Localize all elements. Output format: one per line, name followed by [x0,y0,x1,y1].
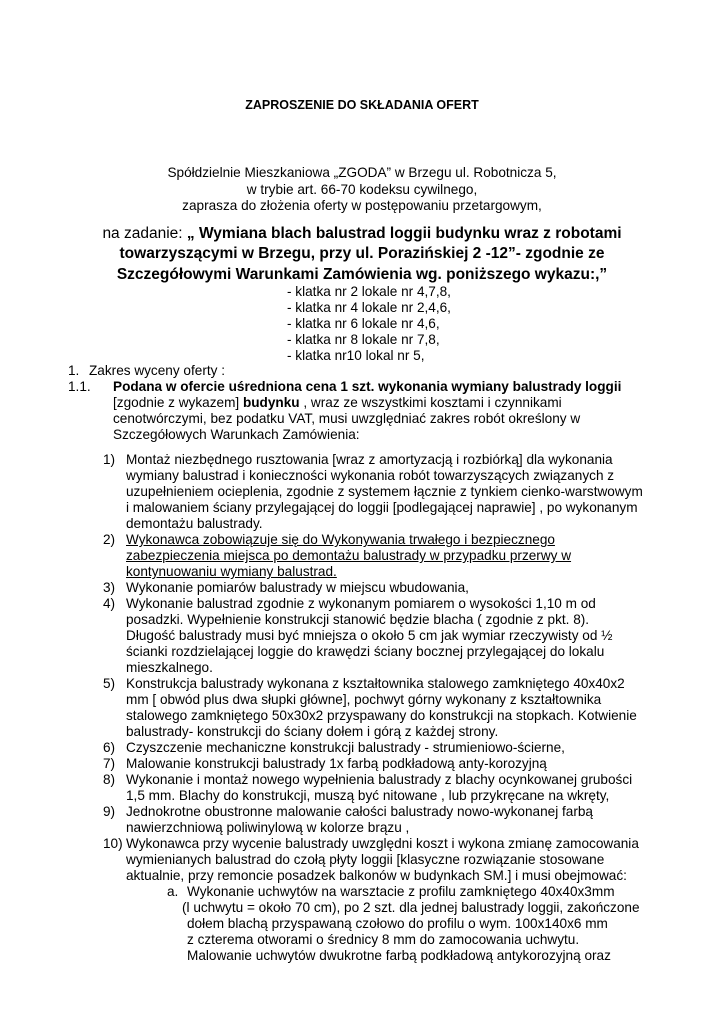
list-item-line: uzupełnieniem ocieplenia, zgodnie z systemem łącznie z tynkiem cienko-warstwowym [126,484,643,499]
task-line-2: towarzyszącymi w Brzegu, przy ul. Porazińskiej 2 -12”- zgodnie ze [119,245,605,262]
task-line-3: Szczegółowymi Warunkami Zamówienia wg. poniższego wykazu:,” [116,266,608,283]
list-item-line: balustrady- konstrukcji do ściany dołem i górą z każdej strony. [126,724,499,739]
list-number: 7) [103,756,116,771]
list-number: 4) [103,596,116,611]
sublist-number: a. [167,884,179,899]
section-1-1-number: 1.1. [68,379,91,394]
klatka-item: - klatka nr 6 lokale nr 4,6, [287,316,440,331]
list-item-line: Wykonanie balustrad zgodnie z wykonanym pomiarem o wysokości 1,10 m od [126,596,596,611]
klatka-item: - klatka nr 4 lokale nr 2,4,6, [287,300,451,315]
list-item-line: nawierzchniową poliwinylową w kolorze brązu , [126,820,410,835]
list-number: 10) [103,836,123,851]
sublist-item-line: Malowanie uchwytów dwukrotne farbą podkładową antykorozyjną oraz [187,948,611,963]
document-title: ZAPROSZENIE DO SKŁADANIA OFERT [245,98,479,112]
list-item-line: posadzki. Wypełnienie konstrukcji stanowić będzie blacha ( zgodnie z pkt. 8). [126,612,590,627]
line-text: Montaż niezbędnego rusztowania [wraz z amortyzacją i rozbiórką] dla wykonania [126,452,613,467]
list-number: 1) [103,452,116,467]
klatka-item: - klatka nr 8 lokale nr 7,8, [287,332,440,347]
list-number: 3) [103,580,116,595]
list-item-line: Czyszczenie mechaniczne konstrukcji balustrady - strumieniowo-ścierne, [126,740,565,755]
task-title-part: „ Wymiana blach balustrad loggii budynku wraz z robotami [186,225,622,242]
list-number: 8) [103,772,116,787]
sublist-item-line: (l uchwytu = około 70 cm), po 2 szt. dla jednej balustrady loggii, zakończone [182,900,640,915]
text-part: [zgodnie z wykazem] [113,395,243,410]
section-1-number: 1. [68,363,80,378]
list-item-line: 1,5 mm. Blachy do konstrukcji, muszą być nitowane , lub przykręcane na wkręty, [126,788,610,803]
list-item-line: demontażu balustrady. [126,516,263,531]
list-item-line: stalowego zamkniętego 50x30x2 przyspawany do konstrukcji na stopkach. Kotwienie [126,708,637,723]
list-item-line: mm [ obwód plus dwa słupki główne], pochwyt górny wykonany z kształtownika [126,692,602,707]
sublist-item-line: z czterema otworami o średnicy 8 mm do zamocowania uchwytu. [187,932,580,947]
sublist-item-line: dołem blachą przyspawaną czołowo do profilu o wym. 100x140x6 mm [187,916,608,931]
list-item-line: kontynuowaniu wymiany balustrad. [126,564,337,579]
list-item-line: i malowaniem ściany przylegającej do loggii [podlegającej naprawie] , po wykonanym [126,500,638,515]
text-part-bold: budynku [242,395,300,410]
list-number: 2) [103,532,116,547]
intro-line: zaprasza do złożenia oferty w postępowaniu przetargowym, [182,198,542,213]
list-item-line: Wykonanie pomiarów balustrady w miejscu wbudowania, [126,580,469,595]
list-item-line: Jednokrotne obustronne malowanie całości balustrady nowo-wykonanej farbą [126,804,593,819]
list-item-line: wymiany balustrad i konieczności wykonania robót towarzyszących związanych z [126,468,615,483]
intro-line: Spółdzielnie Mieszkaniowa „ZGODA” w Brzegu ul. Robotnicza 5, [167,165,557,180]
list-item-line: zabezpieczenia miejsca po demontażu balustrady w przypadku przerwy w [126,548,572,563]
list-number: 5) [103,676,116,691]
list-number: 6) [103,740,116,755]
klatka-item: - klatka nr 2 lokale nr 4,7,8, [287,284,451,299]
klatka-item: - klatka nr10 lokal nr 5, [287,348,425,363]
task-line-1 [0,224,724,244]
sublist-item-line: Wykonanie uchwytów na warsztacie z profilu zamkniętego 40x40x3mm [187,884,615,899]
section-1-1-line: Szczegółowych Warunkach Zamówienia: [113,427,360,442]
list-item-line: Wykonawca zobowiązuje się do Wykonywania trwałego i bezpiecznego [126,532,555,547]
text-part: , wraz ze wszystkimi kosztami i czynnikami [299,395,562,410]
intro-line: w trybie art. 66-70 kodeksu cywilnego, [246,182,478,197]
list-item-line: Wykonawca przy wycenie balustrady uwzględni koszt i wykona zmianę zamocowania [126,836,639,851]
task-prefix: na zadanie: [102,225,187,242]
list-item-line: ścianki rozdzielającej loggie do krawędzi ściany bocznej przylegającej do lokalu [126,644,605,659]
section-1-1-line [113,394,562,411]
list-item-line: Długość balustrady musi być mniejsza o około 5 cm jak wymiar rzeczywisty od ½ [126,628,613,643]
list-item-line: Wykonanie i montaż nowego wypełnienia balustrady z blachy ocynkowanej grubości [126,772,633,787]
list-item-line: Malowanie konstrukcji balustrady 1x farbą podkładową anty-korozyjną [126,756,547,771]
list-number: 9) [103,804,116,819]
section-1-1-bold-line: Podana w ofercie uśredniona cena 1 szt. wykonania wymiany balustrady loggii [113,379,622,394]
list-item-line: Konstrukcja balustrady wykonana z kształtownika stalowego zamkniętego 40x40x2 [126,676,625,691]
section-1-label: Zakres wyceny oferty : [89,363,225,378]
section-1-1-line: cenotwórczymi, bez podatku VAT, musi uwzględniać zakres robót określony w [113,411,581,426]
list-item-line [126,451,639,468]
list-item-line: wymienianych balustrad do czołą płyty loggii [klasyczne rozwiązanie stosowane [126,852,605,867]
list-item-line: mieszkalnego. [126,660,213,675]
list-item-line: aktualnie, przy remoncie posadzek balkonów w budynkach SM.] i musi obejmować: [126,868,627,883]
